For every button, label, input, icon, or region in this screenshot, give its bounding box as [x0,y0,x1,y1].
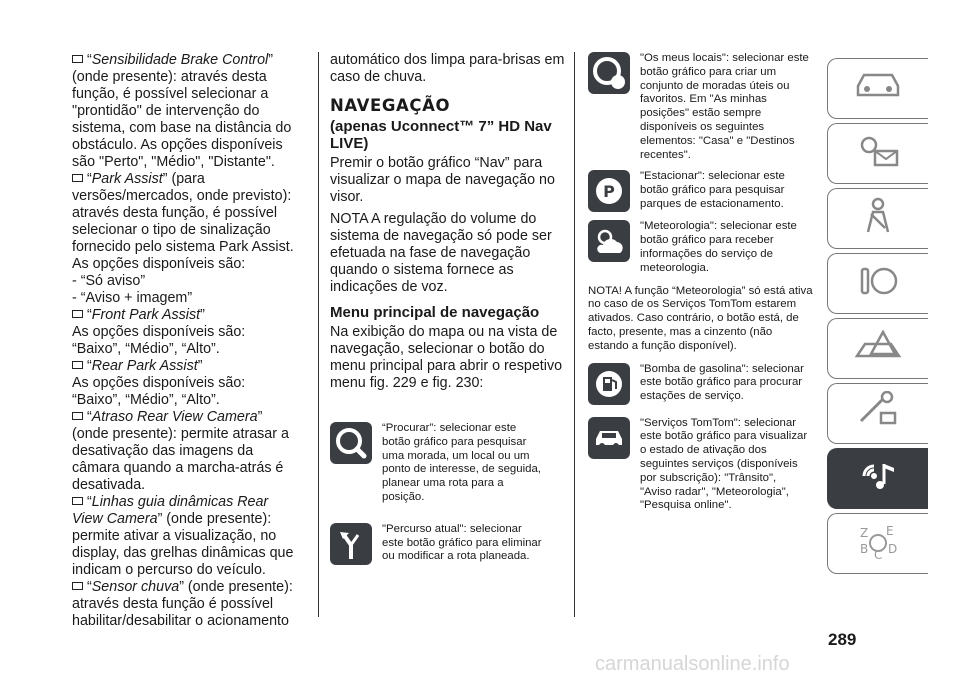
feature-fuel-station [588,363,813,405]
parking-icon [588,170,630,212]
fuel-station-icon [588,363,630,405]
item-name: Sensor chuva [91,579,180,595]
feature-search [330,422,566,505]
item-name: Front Park Assist [91,307,201,323]
item-text: (onde presente): através desta função é possível habilitar/desabilitar o acionamento [72,579,293,629]
service-wrench-icon [853,391,903,436]
paragraph-guide-lines: “Linhas guia dinâmicas Rear View Camera” (onde presente): permite ativar a visualização, no display, das grelhas dinâmicas que indicam o percurso do veículo. [72,494,294,578]
paragraph-brake-control: “Sensibilidade Brake Control” (onde presente): através desta função, é possível selecionar a "prontidão" de intervenção do sistema, com base na distância do obstáculo. As opções disponíveis são "Perto", "Médio", "Distante". [72,52,294,171]
paragraph-rain-sensor: “Sensor chuva” (onde presente): através desta função é possível habilitar/desabilitar o acionamento [72,579,293,629]
route-icon [330,523,372,565]
svg-text:P: P [603,182,615,202]
tab-warning-lights[interactable] [827,123,928,184]
item-text: As opções disponíveis são: “Baixo”, “Médio”, “Alto”. [72,324,246,357]
item-text: As opções disponíveis são: “Baixo”, “Médio”, “Alto”. [72,375,246,408]
tab-multimedia[interactable] [827,448,928,509]
multimedia-icon [850,454,906,503]
svg-text:C: C [874,548,883,562]
tab-dashboard[interactable] [827,58,928,119]
search-icon [330,422,372,464]
paragraph-park-assist: “Park Assist” (para versões/mercados, onde previsto): através desta função, é possível selecionar o tipo de sinalização fornecido pelo sistema Park Assist. As opções disponíveis são: [72,171,294,272]
volume-note: NOTA A regulação do volume do sistema de navegação só pode ser efetuada na fase de navegação quando o sistema fornece as indicações de voz. [330,211,552,295]
index-letters-icon [850,519,906,568]
weather-icon [588,220,630,262]
tab-safety[interactable] [827,188,928,249]
feature-tomtom-services [588,417,813,514]
item-name: Rear Park Assist [91,358,198,374]
item-text: (para versões/mercados, onde previsto): através desta função, é possível selecionar o tipo de sinalização fornecido pelo sistema Park Assist. As opções disponíveis são: [72,171,294,272]
item-name: Atraso Rear View Camera [91,409,258,425]
feature-text: “Procurar”: selecionar este botão gráfico para pesquisar uma morada, um local ou um ponto de interesse, de seguida, planear uma rota para a posição. [382,422,541,503]
paragraph-camera-delay: “Atraso Rear View Camera” [72,409,294,426]
item-text: (onde presente): através desta função, é possível selecionar a "prontidão" de intervenção do sistema, com base na distância do obstáculo. As opções disponíveis são "Perto", "Médio", "Distante". [72,69,292,170]
svg-text:Z: Z [860,526,869,540]
item-text: (onde presente): permite ativar a visualização, no display, das grelhas dinâmicas que indicam o percurso do veículo. [72,511,294,578]
svg-text:B: B [860,542,869,556]
item-name: Sensibilidade Brake Control [91,52,269,68]
column-divider [574,52,575,617]
feature-weather [588,220,813,275]
feature-text: "Bomba de gasolina": selecionar este botão gráfico para procurar estações de serviço. [640,362,804,403]
key-steering-icon [853,261,903,306]
section-heading: NAVEGAÇÃO [330,96,451,115]
feature-my-places [588,52,813,162]
column-2 [330,52,566,565]
option-line: - “Aviso + imagem” [72,290,193,306]
feature-text: "Os meus locais": selecionar este botão gráfico para criar um conjunto de moradas úteis ou favoritos. Em "As minhas posições" estão sempre disponíveis os seguintes elementos: "Casa" e "Destinos recentes". [640,52,809,161]
page-number: 289 [828,630,857,649]
paragraph-front-park-assist: “Front Park Assist” [72,307,294,324]
column-1 [72,52,294,630]
option-line: - “Só aviso” [72,273,146,289]
column-divider [318,52,319,617]
feature-text: "Meteorologia": selecionar este botão gráfico para receber informações do serviço de meteorologia. [640,220,797,274]
my-places-icon [588,52,630,94]
tab-index[interactable] [827,513,928,574]
feature-text: "Serviços TomTom": selecionar este botão gráfico para visualizar o estado de ativação dos seguintes serviços (disponíveis por subscrição): "Trânsito", "Aviso radar", "Meteorologia", "Pesquisa online". [640,416,808,512]
warning-lights-icon [853,131,903,176]
nav-intro-text: Premir o botão gráfico “Nav” para visualizar o mapa de navegação no visor. [330,155,555,205]
feature-current-route [330,523,566,565]
item-text: (onde presente): permite atrasar a desativação das imagens da câmara quando a marcha-atrás é desativada. [72,426,289,493]
car-dashboard-icon [853,69,903,108]
car-services-icon [588,417,630,459]
item-name: Park Assist [91,171,163,187]
chapter-tabs [827,58,928,578]
watermark: carmanualsonline.info [595,653,790,675]
paragraph-rear-park-assist: “Rear Park Assist” [72,358,294,375]
tab-emergency[interactable] [827,318,928,379]
tab-starting-driving[interactable] [827,253,928,314]
breakdown-triangle-icon [853,326,903,371]
column-3 [588,52,813,513]
section-subheading: (apenas Uconnect™ 7” HD Nav LIVE) [330,118,552,152]
feature-text: "Estacionar": selecionar este botão gráfico para pesquisar parques de estacionamento. [640,170,785,210]
menu-heading: Menu principal de navegação [330,304,540,321]
item-name: Linhas guia dinâmicas Rear View Camera [72,494,269,527]
feature-parking [588,170,813,212]
svg-text:E: E [886,524,894,538]
svg-text:D: D [888,542,898,556]
continued-text: automático dos limpa para-brisas em caso de chuva. [330,52,565,85]
tab-maintenance[interactable] [827,383,928,444]
feature-text: "Percurso atual": selecionar este botão gráfico para eliminar ou modificar a rota planeada. [382,522,542,563]
menu-text: Na exibição do mapa ou na vista de navegação, selecionar o botão do menu principal para abrir o respetivo menu fig. 229 e fig. 230: [330,324,563,391]
weather-note: NOTA! A função “Meteorologia” só está ativa no caso de os Serviços TomTom estarem ativados. Caso contrário, o botão está, de facto, presente, mas a cinzento (não estando a função disponível). [588,284,813,352]
seat-safety-icon [853,196,903,241]
